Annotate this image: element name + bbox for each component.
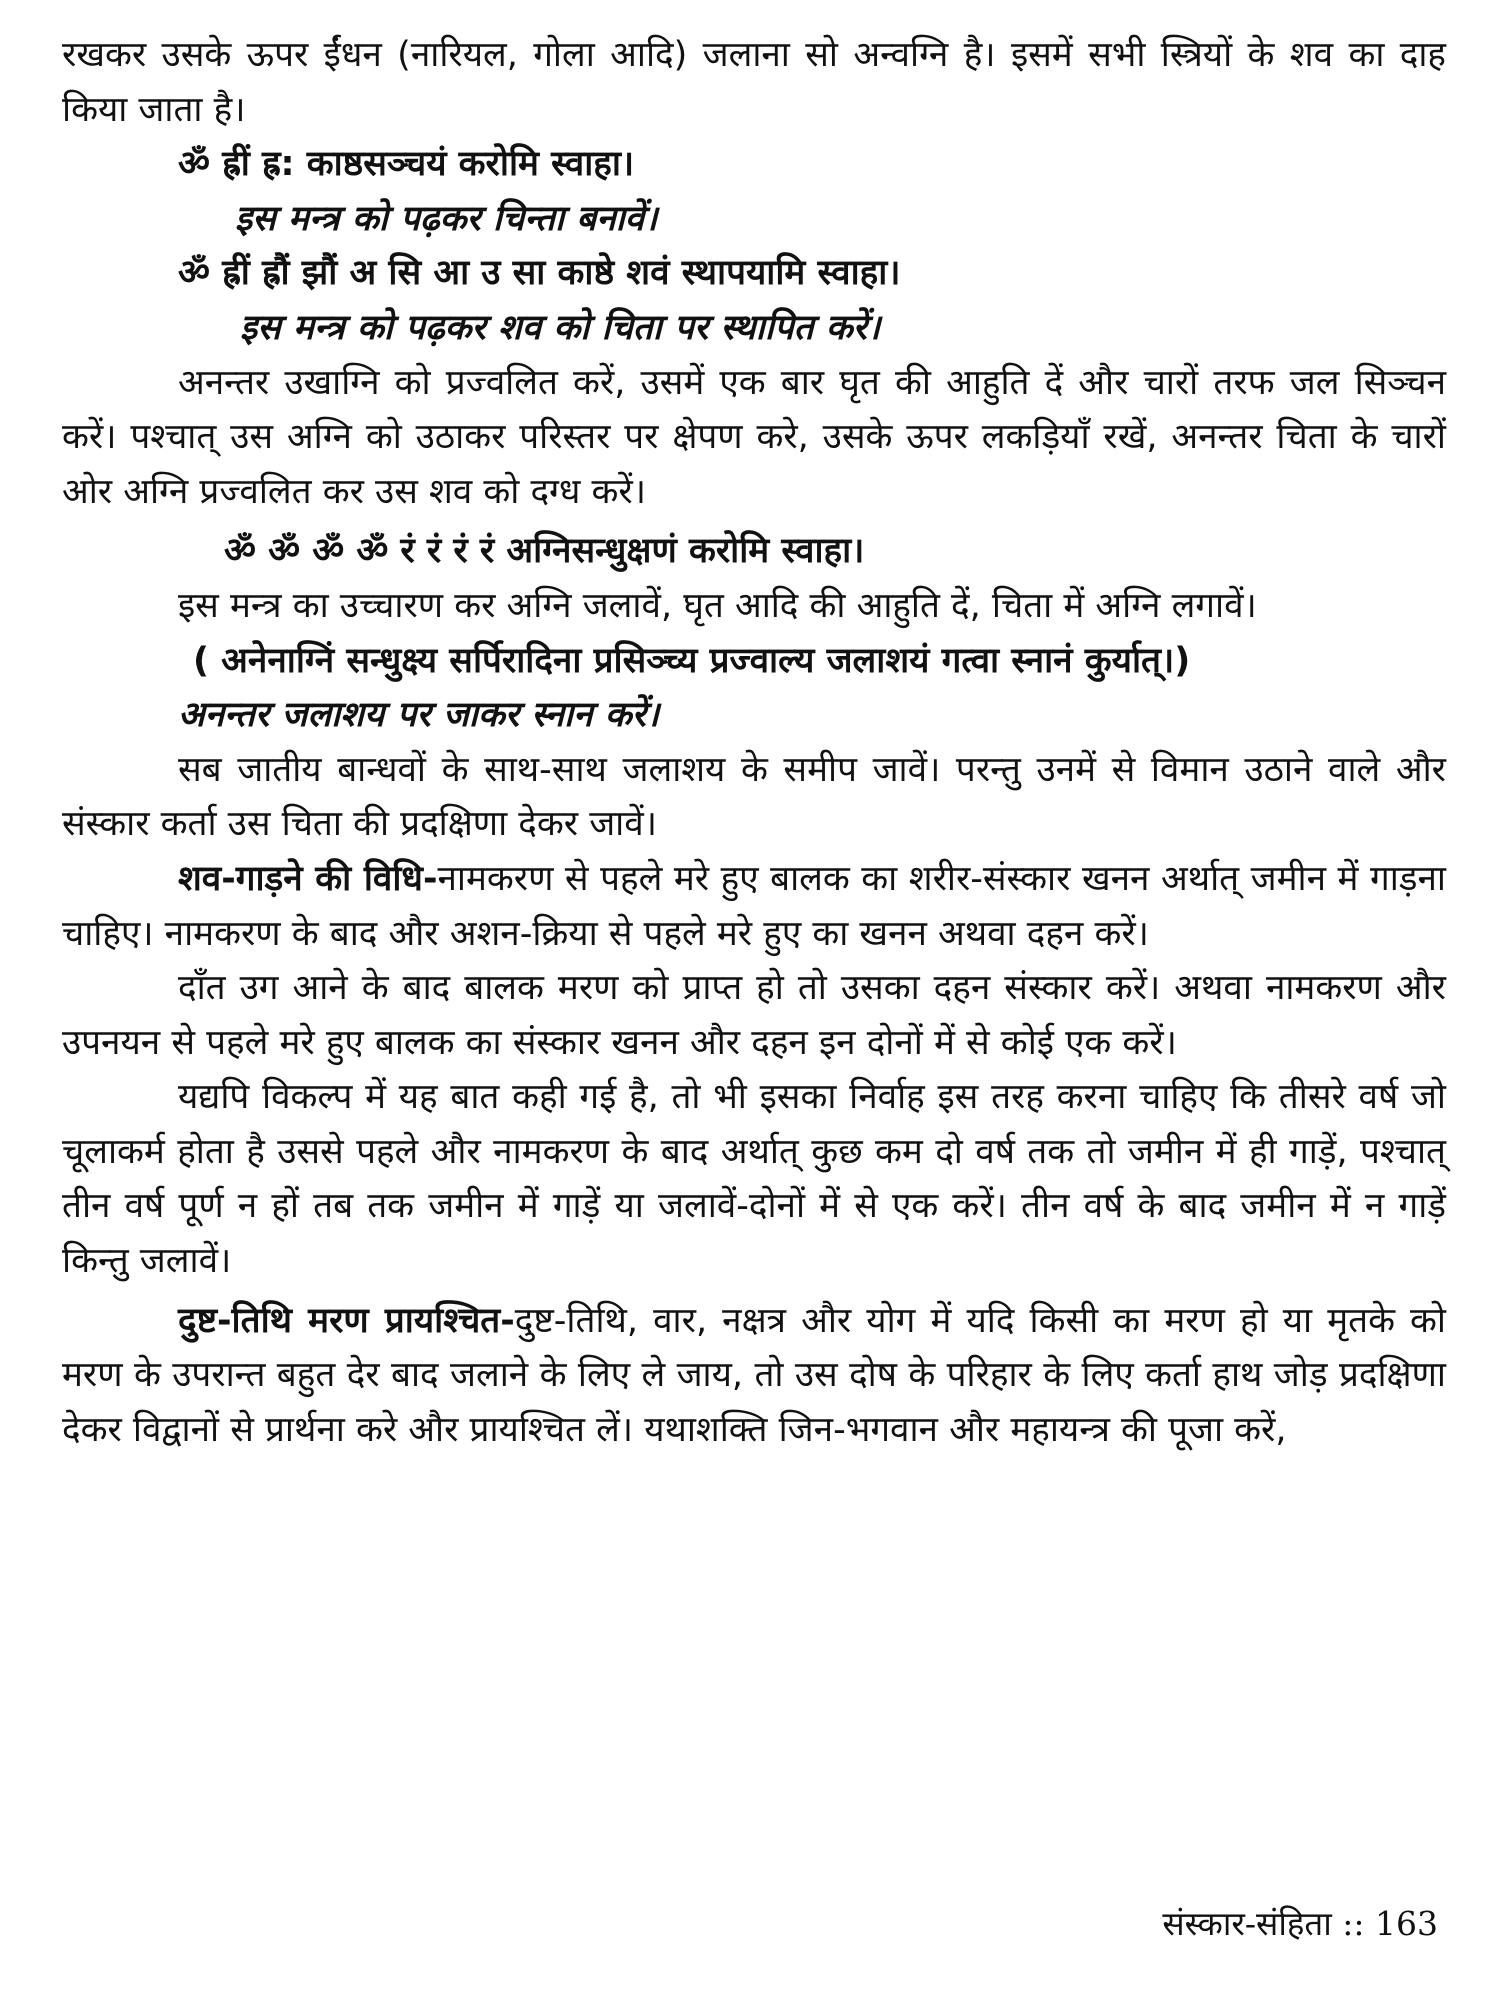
paragraph: इस मन्त्र का उच्चारण कर अग्नि जलावें, घृत आदि की आहुति दें, चिता में अग्नि लगावें। (178, 585, 1257, 626)
mantra-line: ॐ ह्रीं ह्रौं झौं अ सि आ उ सा काष्ठे शवं स्थापयामि स्वाहा। (178, 253, 901, 294)
paragraph: रखकर उसके ऊपर ईंधन (नारियल, गोला आदि) जलाना सो अन्वग्नि है। इसमें सभी स्त्रियों के शव का दाह किया जाता है। (62, 35, 1446, 130)
instruction-line: इस मन्त्र को पढ़कर चिन्ता बनावें। (235, 198, 658, 239)
instruction-line: इस मन्त्र को पढ़कर शव को चिता पर स्थापित करें। (240, 307, 881, 348)
mantra-line: ॐ ॐ ॐ ॐ रं रं रं रं अग्निसन्धुक्षणं करोमि स्वाहा। (224, 531, 865, 572)
paragraph: यद्यपि विकल्प में यह बात कही गई है, तो भी इसका निर्वाह इस तरह करना चाहिए कि तीसरे वर्ष जो चूलाकर्म होता है उससे पहले और नामकरण के बाद अर्थात् कुछ कम दो वर्ष तक तो जमीन में ही गाड़ें, पश्चात् तीन वर्ष पूर्ण न हों तब तक जमीन में गाड़ें या जलावें-दोनों में से एक करें। तीन वर्ष के बाद जमीन में न गाड़ें किन्तु जलावें। (62, 1077, 1446, 1282)
book-title: संस्कार-संहिता (1162, 1904, 1332, 1943)
instruction-line: अनन्तर जलाशय पर जाकर स्नान करें। (178, 695, 660, 736)
paragraph (62, 1294, 1446, 1458)
paragraph-text: नामकरण से पहले मरे हुए बालक का शरीर-संस्कार खनन अर्थात् जमीन में गाड़ना चाहिए। नामकरण के बाद और अशन-क्रिया से पहले मरे हुए का खनन अथवा दहन करें। (62, 858, 1446, 954)
paragraph: दाँत उग आने के बाद बालक मरण को प्राप्त हो तो उसका दहन संस्कार करें। अथवा नामकरण और उपनयन से पहले मरे हुए बालक का संस्कार खनन और दहन इन दोनों में से कोई एक करें। (62, 968, 1446, 1063)
section-heading: दुष्ट-तिथि मरण प्रायश्चित- (178, 1300, 515, 1341)
footer-separator: :: (1342, 1904, 1365, 1943)
sanskrit-verse: ( अनेनाग्निं सन्धुक्ष्य सर्पिरादिना प्रसिञ्च्य प्रज्वाल्य जलाशयं गत्वा स्नानं कुर्यात्।) (193, 640, 1191, 681)
paragraph: अनन्तर उखाग्नि को प्रज्वलित करें, उसमें एक बार घृत की आहुति दें और चारों तरफ जल सिञ्चन करें। पश्चात् उस अग्नि को उठाकर परिस्तर पर क्षेपण करे, उसके ऊपर लकड़ियाँ रखें, अनन्तर चिता के चारों ओर अग्नि प्रज्वलित कर उस शव को दग्ध करें। (62, 362, 1446, 512)
section-heading: शव-गाड़ने की विधि- (178, 858, 438, 899)
page-body (62, 28, 1446, 1457)
paragraph-text: दुष्ट-तिथि, वार, नक्षत्र और योग में यदि किसी का मरण हो या मृतके को मरण के उपरान्त बहुत देर बाद जलाने के लिए ले जाय, तो उस दोष के परिहार के लिए कर्ता हाथ जोड़ प्रदक्षिणा देकर विद्वानों से प्रार्थना करे और प्रायश्चित लें। यथाशक्ति जिन-भगवान और महायन्त्र की पूजा करें, (62, 1300, 1446, 1450)
page-footer (1162, 1902, 1438, 1946)
page-number: 163 (1375, 1904, 1438, 1943)
paragraph: सब जातीय बान्धवों के साथ-साथ जलाशय के समीप जावें। परन्तु उनमें से विमान उठाने वाले और संस्कार कर्ता उस चिता की प्रदक्षिणा देकर जावें। (62, 749, 1446, 845)
mantra-line: ॐ ह्रीं ह्र: काष्ठसञ्चयं करोमि स्वाहा। (178, 144, 635, 185)
paragraph (62, 852, 1446, 961)
